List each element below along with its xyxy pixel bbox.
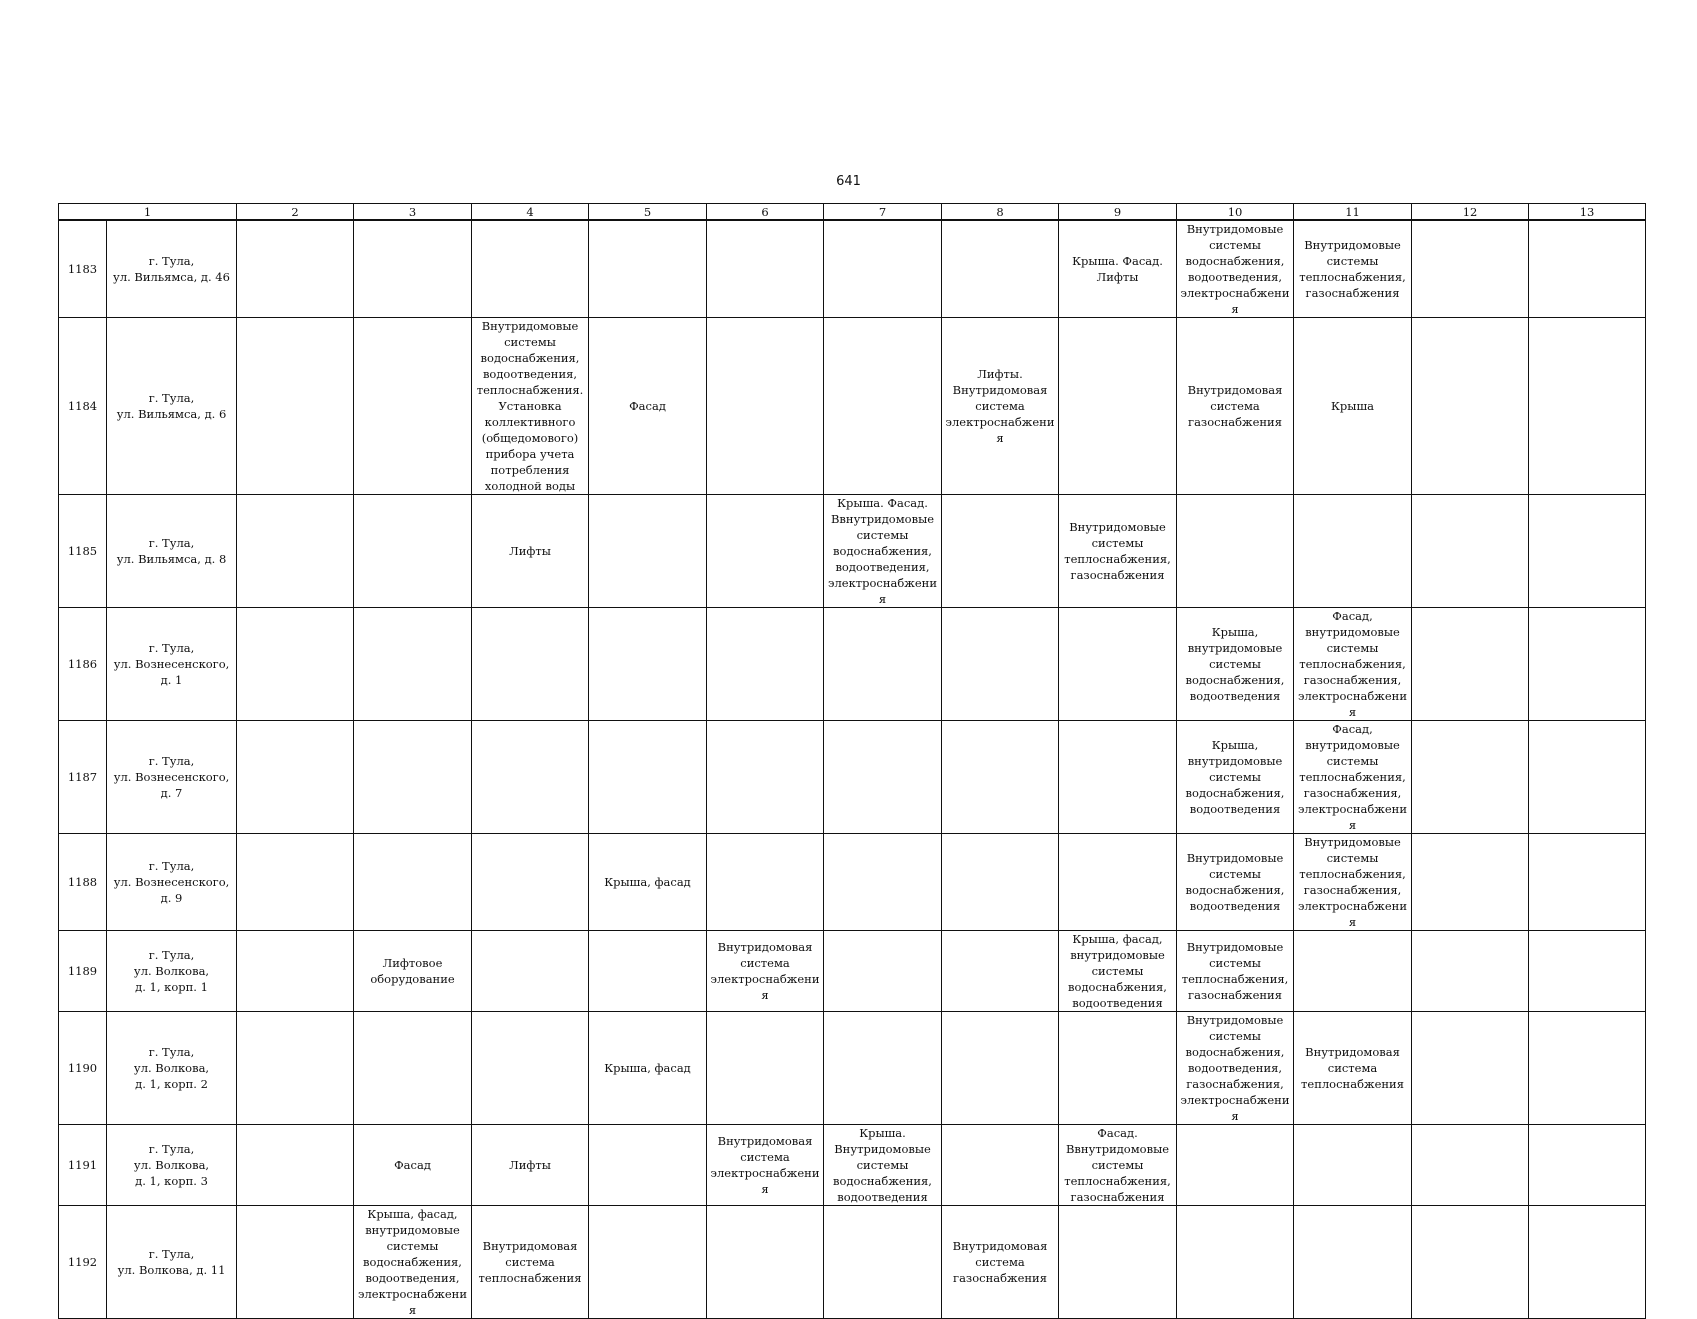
cell-text: Внутридомовые системы водоснабжения, водоотведения, теплоснабжения. Установка коллективного (общедомового) прибора учета потребления холодной воды xyxy=(476,319,584,493)
column-header-11: 11 xyxy=(1294,204,1412,221)
work-cell-col-13 xyxy=(1529,318,1646,495)
work-cell-col-3 xyxy=(354,1125,472,1206)
cell-text: Внутридомовая система газоснабжения xyxy=(952,1239,1048,1285)
work-cell-col-5 xyxy=(589,608,707,721)
work-cell-col-7 xyxy=(824,1012,942,1125)
work-cell-col-6 xyxy=(707,1206,824,1319)
row-number-cell xyxy=(59,721,107,834)
column-header-1: 1 xyxy=(59,204,237,221)
cell-text: Крыша. Фасад. Ввнутридомовые системы водоснабжения, водоотведения, электроснабжения xyxy=(828,496,938,606)
cell-text: Лифты xyxy=(509,544,551,558)
cell-text: Внутридомовые системы теплоснабжения, газоснабжения, электроснабжения xyxy=(1298,835,1408,929)
work-cell-col-4 xyxy=(472,834,589,931)
row-number-cell xyxy=(59,318,107,495)
cell-text: Лифты xyxy=(509,1158,551,1172)
cell-text: Фасад xyxy=(629,399,666,413)
column-header-5: 5 xyxy=(589,204,707,221)
cell-text: г. Тула, ул. Вильямса, д. 8 xyxy=(116,536,227,566)
work-cell-col-12 xyxy=(1412,1012,1529,1125)
repair-schedule-table xyxy=(58,203,1646,1319)
work-cell-col-3 xyxy=(354,834,472,931)
work-cell-col-9 xyxy=(1059,1206,1177,1319)
address-cell xyxy=(107,1206,237,1319)
cell-text: Внутридомовые системы теплоснабжения, газоснабжения xyxy=(1064,520,1171,582)
work-cell-col-8 xyxy=(942,721,1059,834)
work-cell-col-3 xyxy=(354,220,472,318)
address-cell xyxy=(107,220,237,318)
cell-text: Фасад xyxy=(394,1158,431,1172)
row-number-cell xyxy=(59,608,107,721)
work-cell-col-2 xyxy=(237,608,354,721)
table-body xyxy=(59,204,1646,1319)
work-cell-col-11 xyxy=(1294,721,1412,834)
work-cell-col-6 xyxy=(707,608,824,721)
column-header-3: 3 xyxy=(354,204,472,221)
cell-text: г. Тула, ул. Вознесенского, д. 7 xyxy=(113,754,230,800)
table-row xyxy=(59,1206,1646,1319)
cell-text: 1188 xyxy=(67,875,98,889)
work-cell-col-13 xyxy=(1529,1125,1646,1206)
row-number-cell xyxy=(59,1012,107,1125)
work-cell-col-10 xyxy=(1177,1125,1294,1206)
address-cell xyxy=(107,931,237,1012)
address-cell xyxy=(107,721,237,834)
work-cell-col-13 xyxy=(1529,931,1646,1012)
work-cell-col-5 xyxy=(589,721,707,834)
row-number-cell xyxy=(59,1206,107,1319)
work-cell-col-8 xyxy=(942,495,1059,608)
work-cell-col-9 xyxy=(1059,1125,1177,1206)
cell-text: Внутридомовая система газоснабжения xyxy=(1187,383,1283,429)
work-cell-col-7 xyxy=(824,220,942,318)
cell-text: Крыша, фасад, внутридомовые системы водоснабжения, водоотведения xyxy=(1068,932,1167,1010)
table-row xyxy=(59,318,1646,495)
cell-text: Лифтовое оборудование xyxy=(370,956,455,986)
row-number-cell xyxy=(59,1125,107,1206)
cell-text: Крыша. Фасад. Лифты xyxy=(1072,254,1163,284)
work-cell-col-2 xyxy=(237,834,354,931)
work-cell-col-12 xyxy=(1412,1206,1529,1319)
work-cell-col-5 xyxy=(589,1012,707,1125)
cell-text: Крыша, фасад xyxy=(604,1061,691,1075)
cell-text: 1191 xyxy=(67,1158,98,1172)
work-cell-col-9 xyxy=(1059,495,1177,608)
work-cell-col-10 xyxy=(1177,220,1294,318)
work-cell-col-11 xyxy=(1294,1012,1412,1125)
work-cell-col-2 xyxy=(237,1125,354,1206)
work-cell-col-8 xyxy=(942,318,1059,495)
work-cell-col-2 xyxy=(237,1012,354,1125)
address-cell xyxy=(107,495,237,608)
work-cell-col-7 xyxy=(824,608,942,721)
work-cell-col-9 xyxy=(1059,834,1177,931)
cell-text: Внутридомовая система электроснабжения xyxy=(710,1134,820,1196)
work-cell-col-9 xyxy=(1059,931,1177,1012)
cell-text: Внутридомовые системы водоснабжения, водоотведения, газоснабжения, электроснабжения xyxy=(1180,1013,1290,1123)
cell-text: Внутридомовая система теплоснабжения xyxy=(1301,1045,1404,1091)
work-cell-col-12 xyxy=(1412,721,1529,834)
work-cell-col-2 xyxy=(237,495,354,608)
work-cell-col-12 xyxy=(1412,834,1529,931)
cell-text: 1184 xyxy=(67,399,98,413)
work-cell-col-4 xyxy=(472,608,589,721)
work-cell-col-6 xyxy=(707,834,824,931)
work-cell-col-8 xyxy=(942,834,1059,931)
table-row xyxy=(59,495,1646,608)
work-cell-col-7 xyxy=(824,1125,942,1206)
work-cell-col-5 xyxy=(589,931,707,1012)
work-cell-col-12 xyxy=(1412,931,1529,1012)
cell-text: г. Тула, ул. Волкова, д. 1, корп. 1 xyxy=(133,948,210,994)
work-cell-col-6 xyxy=(707,495,824,608)
table-row xyxy=(59,1125,1646,1206)
work-cell-col-5 xyxy=(589,318,707,495)
work-cell-col-3 xyxy=(354,495,472,608)
work-cell-col-8 xyxy=(942,608,1059,721)
cell-text: 1190 xyxy=(67,1061,98,1075)
work-cell-col-3 xyxy=(354,608,472,721)
cell-text: г. Тула, ул. Вильямса, д. 46 xyxy=(113,254,230,284)
cell-text: Крыша, фасад xyxy=(604,875,691,889)
work-cell-col-11 xyxy=(1294,495,1412,608)
work-cell-col-6 xyxy=(707,931,824,1012)
cell-text: Внутридомовая система электроснабжения xyxy=(710,940,820,1002)
work-cell-col-12 xyxy=(1412,1125,1529,1206)
work-cell-col-12 xyxy=(1412,220,1529,318)
work-cell-col-7 xyxy=(824,834,942,931)
cell-text: 1186 xyxy=(67,657,98,671)
work-cell-col-13 xyxy=(1529,220,1646,318)
work-cell-col-8 xyxy=(942,931,1059,1012)
work-cell-col-7 xyxy=(824,931,942,1012)
cell-text: Крыша, внутридомовые системы водоснабжения, водоотведения xyxy=(1185,625,1285,703)
work-cell-col-9 xyxy=(1059,608,1177,721)
work-cell-col-10 xyxy=(1177,495,1294,608)
work-cell-col-12 xyxy=(1412,318,1529,495)
work-cell-col-9 xyxy=(1059,1012,1177,1125)
cell-text: Крыша, внутридомовые системы водоснабжения, водоотведения xyxy=(1185,738,1285,816)
cell-text: Внутридомовые системы водоснабжения, водоотведения, электроснабжения xyxy=(1180,222,1290,316)
work-cell-col-4 xyxy=(472,318,589,495)
work-cell-col-3 xyxy=(354,931,472,1012)
work-cell-col-5 xyxy=(589,495,707,608)
table-row xyxy=(59,1012,1646,1125)
table-row xyxy=(59,931,1646,1012)
column-header-2: 2 xyxy=(237,204,354,221)
work-cell-col-6 xyxy=(707,318,824,495)
column-header-7: 7 xyxy=(824,204,942,221)
cell-text: Внутридомовые системы теплоснабжения, газоснабжения xyxy=(1299,238,1406,300)
cell-text: 1189 xyxy=(67,964,98,978)
column-header-13: 13 xyxy=(1529,204,1646,221)
work-cell-col-5 xyxy=(589,220,707,318)
work-cell-col-2 xyxy=(237,220,354,318)
work-cell-col-10 xyxy=(1177,1012,1294,1125)
table-row xyxy=(59,834,1646,931)
page-number: 641 xyxy=(836,174,861,189)
cell-text: 1187 xyxy=(67,770,98,784)
cell-text: Внутридомовые системы теплоснабжения, газоснабжения xyxy=(1181,940,1289,1002)
table-row xyxy=(59,608,1646,721)
cell-text: Крыша xyxy=(1331,399,1374,413)
column-header-12: 12 xyxy=(1412,204,1529,221)
column-number-row xyxy=(59,204,1646,221)
work-cell-col-11 xyxy=(1294,220,1412,318)
column-header-8: 8 xyxy=(942,204,1059,221)
work-cell-col-8 xyxy=(942,220,1059,318)
work-cell-col-7 xyxy=(824,318,942,495)
cell-text: 1183 xyxy=(67,262,98,276)
work-cell-col-8 xyxy=(942,1125,1059,1206)
work-cell-col-13 xyxy=(1529,608,1646,721)
address-cell xyxy=(107,1125,237,1206)
work-cell-col-13 xyxy=(1529,1206,1646,1319)
work-cell-col-10 xyxy=(1177,721,1294,834)
work-cell-col-11 xyxy=(1294,834,1412,931)
row-number-cell xyxy=(59,220,107,318)
address-cell xyxy=(107,318,237,495)
work-cell-col-4 xyxy=(472,220,589,318)
work-cell-col-13 xyxy=(1529,1012,1646,1125)
address-cell xyxy=(107,608,237,721)
cell-text: Лифты. Внутридомовая система электроснабжения xyxy=(945,367,1055,445)
address-cell xyxy=(107,1012,237,1125)
work-cell-col-3 xyxy=(354,318,472,495)
cell-text: г. Тула, ул. Вознесенского, д. 1 xyxy=(113,641,230,687)
work-cell-col-6 xyxy=(707,721,824,834)
work-cell-col-3 xyxy=(354,1012,472,1125)
work-cell-col-9 xyxy=(1059,318,1177,495)
work-cell-col-8 xyxy=(942,1012,1059,1125)
work-cell-col-3 xyxy=(354,1206,472,1319)
cell-text: Фасад, внутридомовые системы теплоснабжения, газоснабжения, электроснабжения xyxy=(1298,722,1408,832)
table-row xyxy=(59,220,1646,318)
work-cell-col-5 xyxy=(589,1125,707,1206)
work-cell-col-5 xyxy=(589,834,707,931)
work-cell-col-7 xyxy=(824,721,942,834)
cell-text: 1185 xyxy=(67,544,98,558)
work-cell-col-9 xyxy=(1059,721,1177,834)
work-cell-col-12 xyxy=(1412,608,1529,721)
work-cell-col-12 xyxy=(1412,495,1529,608)
work-cell-col-4 xyxy=(472,721,589,834)
work-cell-col-2 xyxy=(237,318,354,495)
work-cell-col-6 xyxy=(707,1012,824,1125)
work-cell-col-13 xyxy=(1529,834,1646,931)
work-cell-col-8 xyxy=(942,1206,1059,1319)
work-cell-col-6 xyxy=(707,1125,824,1206)
work-cell-col-10 xyxy=(1177,834,1294,931)
work-cell-col-4 xyxy=(472,1206,589,1319)
work-cell-col-13 xyxy=(1529,721,1646,834)
work-cell-col-4 xyxy=(472,1125,589,1206)
work-cell-col-4 xyxy=(472,1012,589,1125)
row-number-cell xyxy=(59,931,107,1012)
work-cell-col-6 xyxy=(707,220,824,318)
row-number-cell xyxy=(59,834,107,931)
cell-text: г. Тула, ул. Вильямса, д. 6 xyxy=(116,391,227,421)
work-cell-col-9 xyxy=(1059,220,1177,318)
work-cell-col-2 xyxy=(237,931,354,1012)
work-cell-col-4 xyxy=(472,931,589,1012)
cell-text: г. Тула, ул. Волкова, д. 1, корп. 3 xyxy=(133,1142,210,1188)
work-cell-col-11 xyxy=(1294,608,1412,721)
column-header-10: 10 xyxy=(1177,204,1294,221)
work-cell-col-11 xyxy=(1294,1125,1412,1206)
work-cell-col-7 xyxy=(824,495,942,608)
address-cell xyxy=(107,834,237,931)
work-cell-col-13 xyxy=(1529,495,1646,608)
cell-text: Внутридомовая система теплоснабжения xyxy=(478,1239,582,1285)
column-header-4: 4 xyxy=(472,204,589,221)
work-cell-col-10 xyxy=(1177,931,1294,1012)
column-header-6: 6 xyxy=(707,204,824,221)
work-cell-col-10 xyxy=(1177,1206,1294,1319)
work-cell-col-11 xyxy=(1294,318,1412,495)
cell-text: г. Тула, ул. Вознесенского, д. 9 xyxy=(113,859,230,905)
work-cell-col-10 xyxy=(1177,608,1294,721)
work-cell-col-10 xyxy=(1177,318,1294,495)
work-cell-col-11 xyxy=(1294,1206,1412,1319)
cell-text: Крыша, фасад, внутридомовые системы водоснабжения, водоотведения, электроснабжения xyxy=(358,1207,468,1317)
work-cell-col-2 xyxy=(237,721,354,834)
table-row xyxy=(59,721,1646,834)
cell-text: Фасад, внутридомовые системы теплоснабжения, газоснабжения, электроснабжения xyxy=(1298,609,1408,719)
cell-text: Фасад. Ввнутридомовые системы теплоснабжения, газоснабжения xyxy=(1064,1126,1171,1204)
cell-text: 1192 xyxy=(67,1255,98,1269)
work-cell-col-4 xyxy=(472,495,589,608)
cell-text: Внутридомовые системы водоснабжения, водоотведения xyxy=(1185,851,1285,913)
column-header-9: 9 xyxy=(1059,204,1177,221)
work-cell-col-2 xyxy=(237,1206,354,1319)
row-number-cell xyxy=(59,495,107,608)
cell-text: г. Тула, ул. Волкова, д. 1, корп. 2 xyxy=(133,1045,210,1091)
work-cell-col-11 xyxy=(1294,931,1412,1012)
work-cell-col-5 xyxy=(589,1206,707,1319)
work-cell-col-7 xyxy=(824,1206,942,1319)
cell-text: г. Тула, ул. Волкова, д. 11 xyxy=(117,1247,226,1277)
work-cell-col-3 xyxy=(354,721,472,834)
cell-text: Крыша. Внутридомовые системы водоснабжения, водоотведения xyxy=(833,1126,932,1204)
